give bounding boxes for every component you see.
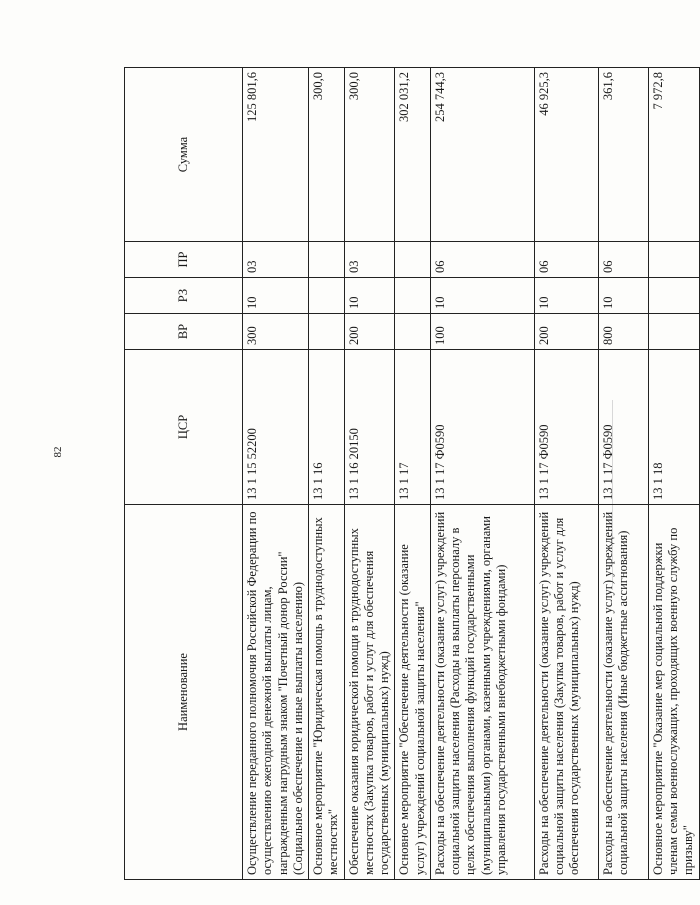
cell-rz: 10	[598, 278, 648, 314]
cell-name: Основное мероприятие "Обеспечение деятельности (оказание услуг) учреждений социальной защиты населения"	[395, 505, 431, 880]
table-row	[344, 68, 395, 880]
cell-rz: 10	[534, 278, 598, 314]
cell-vr	[395, 314, 431, 350]
cell-name: Основное мероприятие "Оказание мер социальной поддержки членам семьи военнослужащих, проходящих военную службу по призыву"	[648, 505, 699, 880]
table-row	[395, 68, 431, 880]
table-row	[598, 68, 648, 880]
table-row	[430, 68, 534, 880]
cell-rz	[648, 278, 699, 314]
cell-sum: 300,0	[309, 68, 345, 242]
header-name: Наименование	[125, 505, 243, 880]
cell-vr: 800	[598, 314, 648, 350]
header-csr: ЦСР	[125, 350, 243, 505]
cell-sum: 7 972,8	[648, 68, 699, 242]
cell-name: Обеспечение оказания юридической помощи в труднодоступных местностях (Закупка товаров, работ и услуг для обеспечения государственных (муниципальных) нужд)	[344, 505, 395, 880]
table-row	[648, 68, 699, 880]
table-row	[309, 68, 345, 880]
cell-vr: 300	[243, 314, 309, 350]
cell-pr: 03	[243, 242, 309, 278]
cell-csr: 13 1 16 20150	[344, 350, 395, 505]
cell-sum: 300,0	[344, 68, 395, 242]
cell-sum: 254 744,3	[430, 68, 534, 242]
cell-name: Основное мероприятие "Юридическая помощь в труднодоступных местностях"	[309, 505, 345, 880]
cell-pr	[395, 242, 431, 278]
cell-rz: 10	[243, 278, 309, 314]
cell-csr: 13 1 17 Ф0590	[430, 350, 534, 505]
cell-pr: 06	[534, 242, 598, 278]
budget-table	[124, 67, 700, 880]
cell-vr	[648, 314, 699, 350]
cell-vr: 200	[344, 314, 395, 350]
cell-sum: 302 031,2	[395, 68, 431, 242]
cell-sum: 125 801,6	[243, 68, 309, 242]
cell-name: Расходы на обеспечение деятельности (оказание услуг) учреждений социальной защиты населения (Расходы на выплаты персоналу в целях обеспечения выполнения функций государственными (муниципальными) органами, казенными учреждениями, органами управления государственными внебюджетными фондами)	[430, 505, 534, 880]
cell-pr: 06	[598, 242, 648, 278]
cell-vr	[309, 314, 345, 350]
table-header-row	[125, 68, 243, 880]
cell-csr: 13 1 16	[309, 350, 345, 505]
cell-pr	[309, 242, 345, 278]
cell-name: Осуществление переданного полномочия Российской Федерации по осуществлению ежегодной денежной выплаты лицам, награжденным нагрудным знаком "Почетный донор России" (Социальное обеспечение и иные выплаты населению)	[243, 505, 309, 880]
header-pr: ПР	[125, 242, 243, 278]
header-vr: ВР	[125, 314, 243, 350]
cell-csr: 13 1 15 52200	[243, 350, 309, 505]
header-sum: Сумма	[125, 68, 243, 242]
table-row	[534, 68, 598, 880]
cell-pr: 03	[344, 242, 395, 278]
page-number: 82	[52, 446, 64, 458]
cell-csr: 13 1 17 Ф0590	[534, 350, 598, 505]
cell-pr	[648, 242, 699, 278]
cell-vr: 200	[534, 314, 598, 350]
cell-vr: 100	[430, 314, 534, 350]
rotated-table-container	[124, 68, 696, 880]
cell-name: Расходы на обеспечение деятельности (оказание услуг) учреждений социальной защиты населения (Закупка товаров, работ и услуг для обеспечения государственных (муниципальных) нужд)	[534, 505, 598, 880]
cell-rz: 10	[430, 278, 534, 314]
table-row	[243, 68, 309, 880]
cell-rz	[395, 278, 431, 314]
cell-sum: 46 925,3	[534, 68, 598, 242]
cell-name: Расходы на обеспечение деятельности (оказание услуг) учреждений социальной защиты населения (Иные бюджетные ассигнования)	[598, 505, 648, 880]
cell-sum: 361,6	[598, 68, 648, 242]
cell-csr: 13 1 17	[395, 350, 431, 505]
cell-csr: 13 1 17 Ф0590	[598, 350, 648, 505]
header-rz: РЗ	[125, 278, 243, 314]
cell-csr: 13 1 18	[648, 350, 699, 505]
cell-rz	[309, 278, 345, 314]
cell-rz: 10	[344, 278, 395, 314]
cell-pr: 06	[430, 242, 534, 278]
